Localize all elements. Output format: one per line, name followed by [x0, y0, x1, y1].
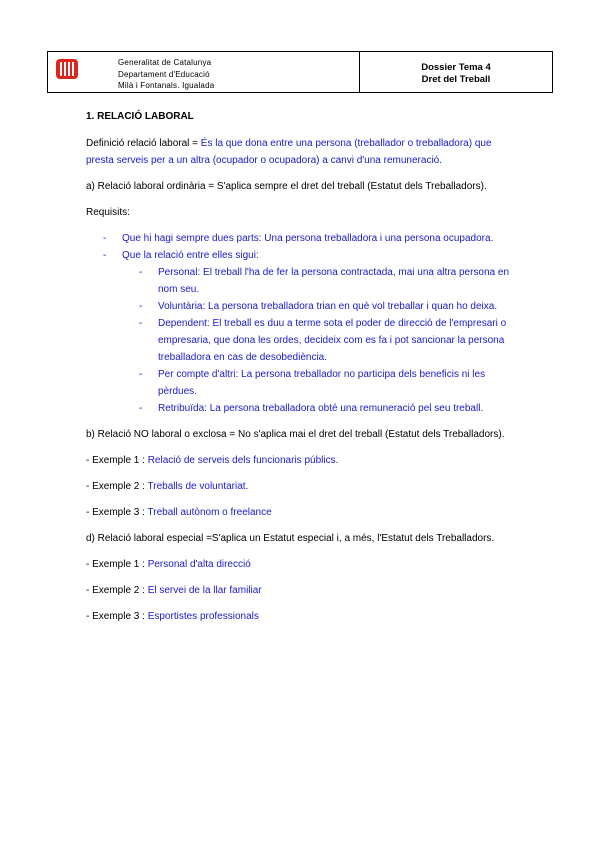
- example-label: - Exemple 3 :: [86, 611, 148, 622]
- example-text: El servei de la llar familiar: [147, 585, 262, 596]
- requirements-label: Requisits:: [86, 207, 130, 218]
- example-line: [86, 478, 516, 495]
- institution-cell: [48, 52, 360, 92]
- condition-text: Retribuïda: La persona treballadora obté una remuneració pel seu treball.: [158, 403, 484, 414]
- list-item: - Voluntària: La persona treballadora trian en què vol treballar i quan ho deixa.: [139, 301, 498, 312]
- example-label: - Exemple 1 :: [86, 559, 148, 570]
- institution-line: Generalitat de Catalunya: [118, 58, 212, 67]
- example-label: - Exemple 2 :: [86, 585, 148, 596]
- condition-text: Per compte d'altri: La persona treballador no participa dels beneficis ni les pèrdues.: [158, 369, 486, 397]
- list-item: - Retribuïda: La persona treballadora obté una remuneració pel seu treball.: [139, 403, 484, 414]
- definition-label: Definició relació laboral =: [86, 138, 201, 149]
- list-item: - Personal: El treball l'ha de fer la persona contractada, mai una altra persona en nom seu.: [139, 267, 510, 295]
- list-item: - Per compte d'altri: La persona treballador no participa dels beneficis ni les pèrdues.: [139, 369, 486, 397]
- document-body: [86, 108, 516, 634]
- requirement-text: Que hi hagi sempre dues parts: Una persona treballadora i una persona ocupadora.: [122, 233, 494, 244]
- dossier-title: Dossier Tema 4: [421, 61, 491, 73]
- example-text: Treballs de voluntariat.: [147, 481, 249, 492]
- example-text: Relació de serveis dels funcionaris públics.: [147, 455, 339, 466]
- list-item: - Dependent: El treball es duu a terme sota el poder de direcció de l'empresari o empresaria, que dona les ordes, decideix com es fa i pot sancionar la persona treballadora en cas de desobediència.: [139, 318, 507, 363]
- requirements-list: [86, 230, 516, 417]
- example-line: [86, 608, 516, 625]
- example-label: - Exemple 2 :: [86, 481, 148, 492]
- example-line: [86, 452, 516, 469]
- subject-title: Dret del Treball: [421, 73, 491, 85]
- excluded-relation: b) Relació NO laboral o exclosa = No s'aplica mai el dret del treball (Estatut dels Treballadors).: [86, 429, 505, 440]
- example-text: Esportistes professionals: [147, 611, 259, 622]
- document-header: [47, 51, 553, 93]
- condition-text: Dependent: El treball es duu a terme sota el poder de direcció de l'empresari o empresaria, que dona les ordes, decideix com es fa i pot sancionar la persona treballadora en cas de desobediència.: [158, 318, 507, 363]
- requirement-text: Que la relació entre elles sigui:: [122, 250, 259, 261]
- condition-text: Personal: El treball l'ha de fer la persona contractada, mai una altra persona en nom seu.: [158, 267, 510, 295]
- list-item: - Que hi hagi sempre dues parts: Una persona treballadora i una persona ocupadora.: [103, 233, 494, 244]
- institution-lines: [118, 57, 214, 92]
- special-relation: d) Relació laboral especial =S'aplica un Estatut especial i, a més, l'Estatut dels Treballadors.: [86, 533, 495, 544]
- dossier-cell: [360, 52, 552, 92]
- section-title: 1. RELACIÓ LABORAL: [86, 111, 194, 122]
- ordinary-relation: a) Relació laboral ordinària = S'aplica sempre el dret del treball (Estatut dels Treballadors).: [86, 181, 487, 192]
- example-label: - Exemple 3 :: [86, 507, 148, 518]
- definition-text: És la que dona entre una persona (treballador o treballadora) que presta serveis per a un altra (ocupador o ocupadora) a canvi d'una remuneració.: [86, 138, 492, 166]
- example-text: Personal d'alta direcció: [147, 559, 251, 570]
- list-item: - Que la relació entre elles sigui: - Personal: El treball l'ha de fer la persona contractada, mai una altra persona en nom seu. - Voluntària: La persona treballadora trian en què vol treballar i quan ho deixa. - Dependent: El treball es duu a terme sota el poder de direcció de l'empresari o empresaria, que dona les ordes, decideix com es fa i pot sancionar la persona treballadora en cas de desobediència. - Per compte d'altri: La persona treballador no participa dels beneficis ni les pèrdues. - Retribuïda: La persona treballadora obté una remuneració pel seu treball.: [86, 247, 516, 417]
- institution-line: Departament d'Educació: [118, 69, 210, 79]
- definition-paragraph: [86, 135, 516, 169]
- condition-text: Voluntària: La persona treballadora trian en què vol treballar i quan ho deixa.: [158, 301, 498, 312]
- generalitat-logo-icon: [56, 58, 78, 80]
- example-line: [86, 556, 516, 573]
- example-label: - Exemple 1 :: [86, 455, 148, 466]
- example-line: [86, 582, 516, 599]
- example-line: [86, 504, 516, 521]
- example-text: Treball autònom o freelance: [147, 507, 272, 518]
- conditions-list: [122, 264, 516, 417]
- institution-line: Milà i Fontanals. Igualada: [118, 81, 215, 90]
